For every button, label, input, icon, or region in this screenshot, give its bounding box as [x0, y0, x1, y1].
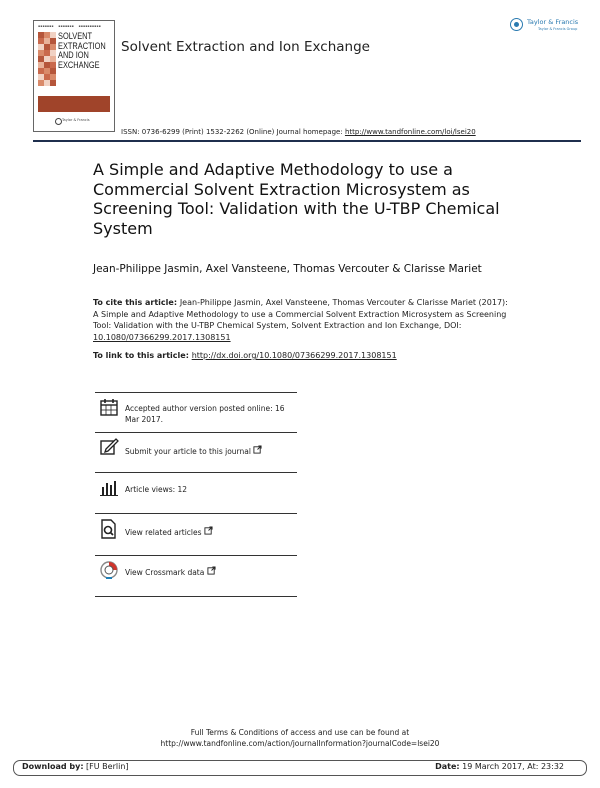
edit-icon	[99, 436, 119, 456]
terms-line-1: Full Terms & Conditions of access and use can be found at	[190, 728, 410, 737]
article-title: A Simple and Adaptive Methodology to use a Commercial Solvent Extraction Microsystem as Screening Tool: Validation with the U-TBP Chemical System	[93, 160, 500, 238]
download-by-value: [FU Berlin]	[83, 762, 129, 771]
publisher-name: Taylor & Francis	[527, 18, 579, 26]
accepted-version-text: Accepted author version posted online: 16 Mar 2017.	[125, 404, 285, 424]
crossmark-link[interactable]	[125, 566, 216, 578]
row-divider	[95, 513, 297, 514]
document-search-icon	[99, 519, 119, 539]
article-views: Article views: 12	[125, 485, 188, 494]
submit-article-link[interactable]	[125, 445, 262, 457]
row-divider	[95, 596, 297, 597]
journal-homepage-link[interactable]: http://www.tandfonline.com/loi/lsei20	[344, 128, 476, 136]
publisher-logo-icon	[510, 18, 523, 31]
header-rule	[33, 140, 581, 142]
related-articles-link[interactable]	[125, 526, 213, 538]
article-link-block	[93, 351, 397, 360]
download-by	[22, 762, 129, 771]
issn-line	[121, 128, 476, 136]
download-by-label: Download by:	[22, 762, 84, 771]
download-info-bar	[13, 760, 587, 776]
crossmark-label: View Crossmark data	[125, 568, 205, 577]
issn-text: ISSN: 0736-6299 (Print) 1532-2262 (Online) Journal homepage:	[121, 128, 345, 136]
citation-text: Jean-Philippe Jasmin, Axel Vansteene, Thomas Vercouter & Clarisse Mariet (2017): A Simple and Adaptive Methodology to use a Commercial Solvent Extraction Microsystem as Screening Tool: Validation with the U-TBP Chemical System, Solvent Extraction and Ion Exchange, DOI:	[93, 298, 508, 330]
crossmark-icon	[99, 560, 119, 580]
related-articles-label: View related articles	[125, 528, 202, 537]
row-divider	[95, 432, 297, 433]
row-divider	[95, 472, 297, 473]
download-date-value: 19 March 2017, At: 23:32	[459, 762, 564, 771]
download-date	[435, 762, 564, 771]
cover-mosaic	[38, 32, 56, 89]
external-link-icon	[207, 566, 216, 575]
download-date-label: Date:	[435, 762, 460, 771]
calendar-icon	[99, 397, 119, 417]
bar-chart-icon	[99, 478, 119, 498]
publisher-group: Taylor & Francis Group	[538, 27, 578, 31]
cover-title: SOLVENT EXTRACTION AND ION EXCHANGE	[58, 31, 106, 71]
cover-publisher-mark: Taylor & Francis	[62, 118, 106, 124]
terms-note	[0, 727, 600, 749]
journal-cover	[33, 20, 115, 132]
article-doi-link[interactable]: http://dx.doi.org/10.1080/07366299.2017.1308151	[191, 351, 397, 360]
citation-label: To cite this article:	[93, 298, 180, 307]
citation-block	[93, 297, 513, 343]
citation-doi-link[interactable]: 10.1080/07366299.2017.1308151	[93, 332, 231, 342]
row-divider	[95, 392, 297, 393]
terms-link[interactable]: http://www.tandfonline.com/action/journalInformation?journalCode=lsei20	[160, 739, 440, 748]
cover-color-band	[38, 96, 110, 112]
row-divider	[95, 555, 297, 556]
journal-title: Solvent Extraction and Ion Exchange	[121, 39, 370, 55]
publisher-logo	[510, 16, 582, 38]
external-link-icon	[204, 526, 213, 535]
cover-top-strip: ▪▪▪▪▪▪▪ ▪▪▪▪▪▪▪ ▪▪▪▪▪▪▪▪▪▪	[38, 24, 101, 28]
external-link-icon	[253, 445, 262, 454]
link-label: To link to this article:	[93, 351, 192, 360]
submit-article-label: Submit your article to this journal	[125, 447, 251, 456]
article-authors: Jean-Philippe Jasmin, Axel Vansteene, Thomas Vercouter & Clarisse Mariet	[93, 263, 482, 275]
